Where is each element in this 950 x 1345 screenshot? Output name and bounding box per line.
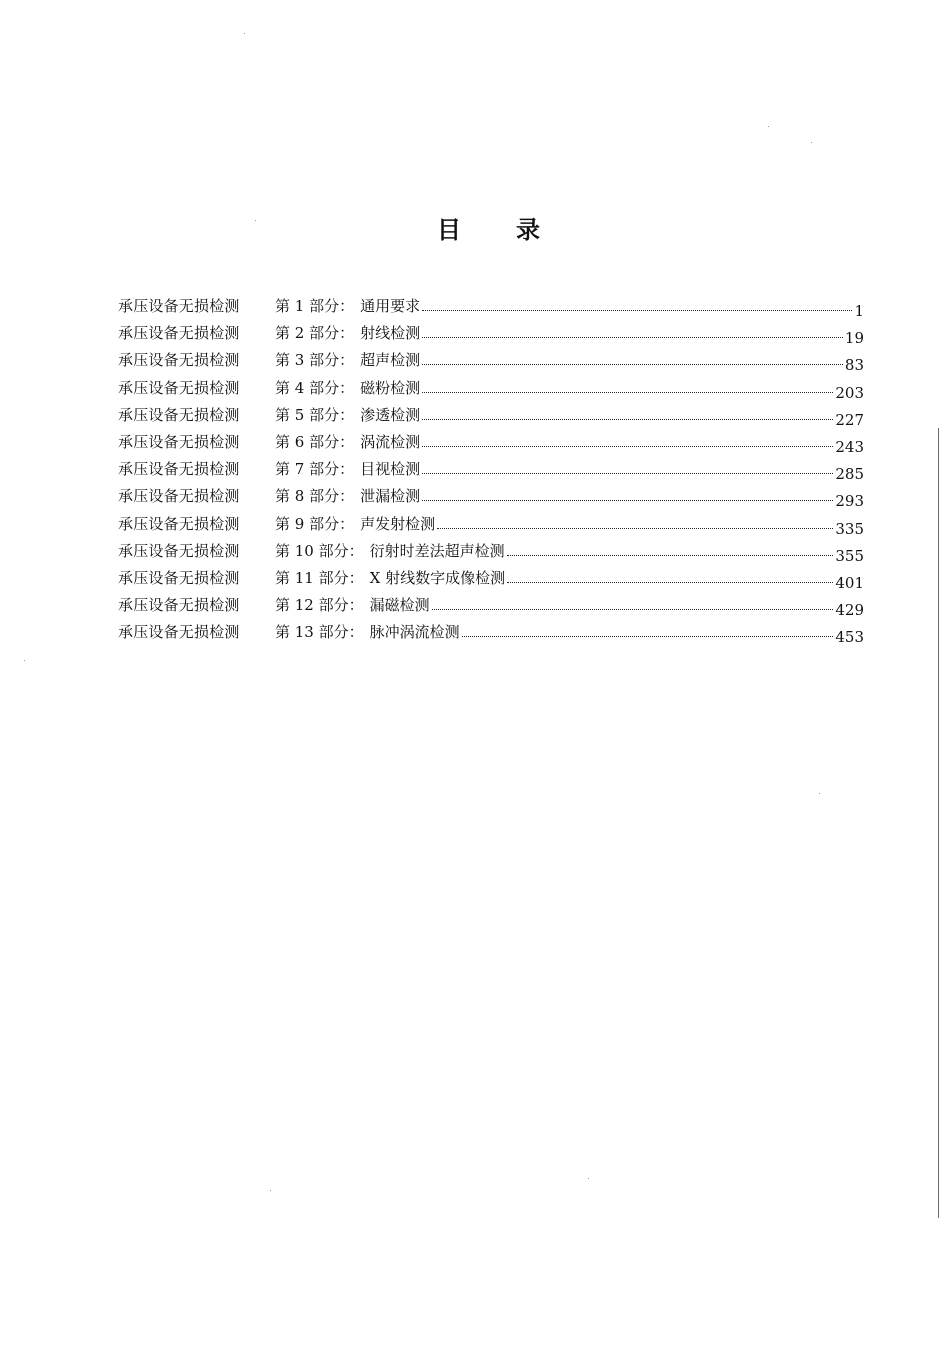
toc-entry-series: 承压设备无损检测 xyxy=(118,433,240,451)
toc-leader-dots xyxy=(422,310,852,311)
toc-entry-page-number: 227 xyxy=(835,410,864,429)
toc-entry-part: 第 3 部分： xyxy=(275,351,355,370)
toc-entry-title xyxy=(275,483,420,510)
toc-title-char: 目 xyxy=(437,216,461,244)
toc-entry-part: 第 12 部分： xyxy=(275,596,364,615)
toc-entry-subject: 渗透检测 xyxy=(360,405,421,424)
toc-entry-subject: 射线检测 xyxy=(360,324,421,343)
toc-entry[interactable] xyxy=(0,456,950,483)
scan-speck xyxy=(255,220,256,221)
toc-entry-page-number: 401 xyxy=(835,574,864,592)
toc-entry-title xyxy=(275,511,435,538)
toc-entry-part: 第 13 部分： xyxy=(275,623,364,642)
scan-speck xyxy=(270,1190,271,1191)
toc-leader-dots xyxy=(422,392,833,393)
toc-entry-subject: 目视检测 xyxy=(360,460,421,479)
toc-leader-dots xyxy=(422,473,833,474)
toc-entry-title xyxy=(275,402,420,429)
scan-speck xyxy=(819,793,820,794)
toc-entry-series: 承压设备无损检测 xyxy=(118,324,240,343)
toc-entry-part: 第 2 部分： xyxy=(275,324,355,343)
toc-leader-dots xyxy=(507,555,833,556)
toc-leader-dots xyxy=(462,636,833,637)
toc-entry-series: 承压设备无损检测 xyxy=(118,351,240,370)
toc-entry-title xyxy=(275,538,505,565)
toc-entry[interactable] xyxy=(0,565,950,592)
toc-title-char: 录 xyxy=(516,216,540,244)
toc-entry-part: 第 7 部分： xyxy=(275,460,355,479)
toc-entry-part: 第 8 部分： xyxy=(275,487,355,506)
toc-entry-title xyxy=(275,592,430,619)
toc-leader-dots xyxy=(422,419,833,420)
toc-entry-title xyxy=(275,429,420,456)
toc-entry-page-number: 453 xyxy=(835,628,864,647)
toc-entry-subject: 超声检测 xyxy=(360,351,421,370)
toc-entry-page-number: 19 xyxy=(844,329,864,348)
toc-entry-title xyxy=(275,565,505,592)
toc-leader-dots xyxy=(432,609,833,610)
toc-entry[interactable] xyxy=(0,293,950,320)
toc-entry-subject: 磁粉检测 xyxy=(360,378,421,397)
toc-entry-series: 承压设备无损检测 xyxy=(118,514,240,533)
toc-entry-series: 承压设备无损检测 xyxy=(118,569,240,587)
toc-entry-title xyxy=(275,619,460,646)
toc-entry-subject: 通用要求 xyxy=(360,297,421,315)
toc-entry-subject: 衍射时差法超声检测 xyxy=(369,541,505,560)
toc-entry[interactable] xyxy=(0,375,950,402)
scan-speck xyxy=(768,126,769,127)
toc-entry-series: 承压设备无损检测 xyxy=(118,623,240,642)
toc-entry[interactable] xyxy=(0,592,950,619)
toc-entry-series: 承压设备无损检测 xyxy=(118,460,240,479)
toc-entry-series: 承压设备无损检测 xyxy=(118,297,240,315)
scan-speck xyxy=(811,142,812,143)
toc-entry-subject: X 射线数字成像检测 xyxy=(369,569,506,587)
toc-entry-part: 第 9 部分： xyxy=(275,514,355,533)
toc-entry[interactable] xyxy=(0,511,950,538)
toc-entry-subject: 泄漏检测 xyxy=(360,487,421,506)
toc-leader-dots xyxy=(437,528,833,529)
toc-leader-dots xyxy=(422,446,833,447)
toc-entry-page-number: 285 xyxy=(835,465,864,484)
toc-entry-part: 第 11 部分： xyxy=(275,569,364,587)
toc-entry-part: 第 1 部分： xyxy=(275,297,355,315)
toc-entry[interactable] xyxy=(0,320,950,347)
toc-entry-title xyxy=(275,347,420,374)
toc-entry[interactable] xyxy=(0,402,950,429)
toc-entry-subject: 脉冲涡流检测 xyxy=(369,623,460,642)
toc-entry[interactable] xyxy=(0,429,950,456)
toc-entry-series: 承压设备无损检测 xyxy=(118,541,240,560)
toc-entry-page-number: 355 xyxy=(835,546,864,565)
toc-entry-series: 承压设备无损检测 xyxy=(118,378,240,397)
toc-entry-part: 第 10 部分： xyxy=(275,541,364,560)
toc-title xyxy=(437,214,547,246)
toc-entry-page-number: 1 xyxy=(854,302,864,320)
toc-entry-series: 承压设备无损检测 xyxy=(118,405,240,424)
toc-entry-title xyxy=(275,293,420,320)
toc-entry-title xyxy=(275,375,420,402)
toc-leader-dots xyxy=(507,582,833,583)
toc-entry-part: 第 5 部分： xyxy=(275,405,355,424)
toc-entry-subject: 声发射检测 xyxy=(360,514,436,533)
toc-entry-page-number: 293 xyxy=(835,492,864,511)
toc-entry[interactable] xyxy=(0,347,950,374)
toc-leader-dots xyxy=(422,364,843,365)
toc-entry-title xyxy=(275,456,420,483)
toc-entry-page-number: 203 xyxy=(835,383,864,402)
toc-entry-page-number: 335 xyxy=(835,519,864,538)
toc-entry-page-number: 83 xyxy=(844,356,864,375)
toc-entry-page-number: 429 xyxy=(835,601,864,620)
toc-entry[interactable] xyxy=(0,538,950,565)
toc-entry-series: 承压设备无损检测 xyxy=(118,596,240,615)
toc-leader-dots xyxy=(422,337,843,338)
toc-entry-subject: 涡流检测 xyxy=(360,433,421,451)
toc-entry-page-number: 243 xyxy=(835,438,864,456)
toc-leader-dots xyxy=(422,500,833,501)
scan-speck xyxy=(588,1178,589,1179)
scan-speck xyxy=(244,33,245,34)
toc-entry-subject: 漏磁检测 xyxy=(369,596,430,615)
toc-entry[interactable] xyxy=(0,619,950,646)
scan-speck xyxy=(24,660,25,661)
toc-entry-series: 承压设备无损检测 xyxy=(118,487,240,506)
toc-entry-part: 第 6 部分： xyxy=(275,433,355,451)
toc-entry[interactable] xyxy=(0,483,950,510)
toc-entry-part: 第 4 部分： xyxy=(275,378,355,397)
toc-entry-title xyxy=(275,320,420,347)
